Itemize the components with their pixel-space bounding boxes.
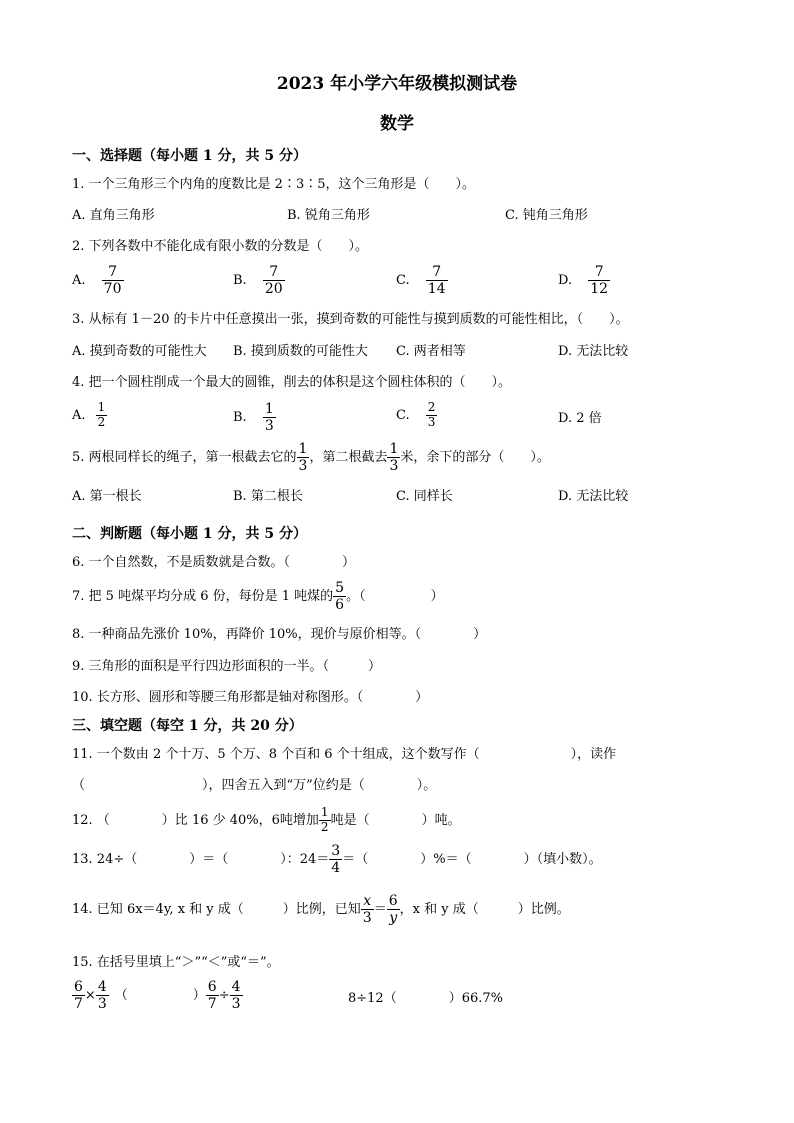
q4-option-c: C. $\frac{2}{3}$ (396, 400, 436, 429)
q15-right-comparison: 8÷12（ ）66.7% (348, 991, 504, 1006)
q15-left-comparison: $\frac{6}{7}$ × $\frac{4}{3}$ （ ） $\frac{6}{7}$ ÷ $\frac{4}{3}$ (74, 979, 241, 1013)
q15-stem: 15. 在括号里填上“＞”“＜”或“＝”。 (72, 955, 280, 970)
q5-option-a: A. 第一根长 (72, 489, 142, 504)
q3-stem: 3. 从标有 1－20 的卡片中任意摸出一张，摸到奇数的可能性与摸到质数的可能性相比，（ ）。 (72, 312, 629, 327)
q3-option-d: D. 无法比较 (558, 344, 629, 359)
q14-text: 14. 已知 6x＝4y, x 和 y 成（ ）比例，已知 $\frac{x}{3}$ ＝ $\frac{6}{y}$ ，x 和 y 成（ ）比例。 (72, 893, 570, 927)
q3-option-a: A. 摸到奇数的可能性大 (72, 344, 207, 359)
section-choice-heading: 一、选择题（每小题 1 分，共 5 分） (72, 148, 307, 164)
q1-option-b: B. 锐角三角形 (287, 208, 370, 223)
q1-option-a: A. 直角三角形 (72, 208, 155, 223)
section-fill-heading: 三、填空题（每空 1 分，共 20 分） (72, 718, 303, 734)
q8-text: 8. 一种商品先涨价 10%，再降价 10%，现价与原价相等。（ ） (72, 627, 487, 642)
section-judge-heading: 二、判断题（每小题 1 分，共 5 分） (72, 526, 307, 542)
q10-text: 10. 长方形、圆形和等腰三角形都是轴对称图形。（ ） (72, 690, 429, 705)
q12-text: 12. （ ）比 16 少 40%，6吨增加 $\frac{1}{2}$ 吨是（ ）吨。 (72, 805, 461, 834)
q7-text: 7. 把 5 吨煤平均分成 6 份，每份是 1 吨煤的 $\frac{5}{6}$ 。（ ） (72, 580, 444, 614)
q4-option-a: A. $\frac{1}{2}$ (72, 400, 106, 429)
q2-option-b: B. $\frac{7}{20}$ (233, 264, 283, 298)
q1-option-c: C. 钝角三角形 (505, 208, 588, 223)
q11-line1: 11. 一个数由 2 个十万、5 个万、8 个百和 6 个十组成，这个数写作（ ），读作 (72, 747, 617, 762)
q6-text: 6. 一个自然数，不是质数就是合数。（ ） (72, 555, 356, 570)
q2-option-d: D. $\frac{7}{12}$ (558, 264, 609, 298)
q2-option-a: A. $\frac{7}{70}$ (72, 264, 122, 298)
q5-option-d: D. 无法比较 (558, 489, 629, 504)
q3-option-c: C. 两者相等 (396, 344, 466, 359)
q13-text: 13. 24÷（ ）＝（ ）：24＝ $\frac{3}{4}$ ＝（ ）%＝（ ）（填小数）。 (72, 843, 602, 877)
q5-option-b: B. 第二根长 (233, 489, 303, 504)
q2-stem: 2. 下列各数中不能化成有限小数的分数是（ ）。 (72, 239, 369, 254)
q5-stem: 5. 两根同样长的绳子，第一根截去它的 $\frac{1}{3}$ ，第二根截去 $\frac{1}{3}$ 米，余下的部分（ ）。 (72, 441, 550, 475)
q2-option-c: C. $\frac{7}{14}$ (396, 264, 446, 298)
q9-text: 9. 三角形的面积是平行四边形面积的一半。（ ） (72, 659, 382, 674)
q5-option-c: C. 同样长 (396, 489, 453, 504)
q1-stem: 1. 一个三角形三个内角的度数比是 2∶3∶5，这个三角形是（ ）。 (72, 177, 475, 192)
page-title: 2023 年小学六年级模拟测试卷 (276, 74, 518, 94)
q4-stem: 4. 把一个圆柱削成一个最大的圆锥，削去的体积是这个圆柱体积的（ ）。 (72, 375, 512, 390)
q3-option-b: B. 摸到质数的可能性大 (233, 344, 368, 359)
q4-option-d: D. 2 倍 (558, 411, 602, 426)
q11-line2: （ ），四舍五入到“万”位约是（ ）。 (72, 778, 437, 793)
q4-option-b: B. $\frac{1}{3}$ (233, 401, 274, 435)
subject-title: 数学 (380, 114, 414, 134)
